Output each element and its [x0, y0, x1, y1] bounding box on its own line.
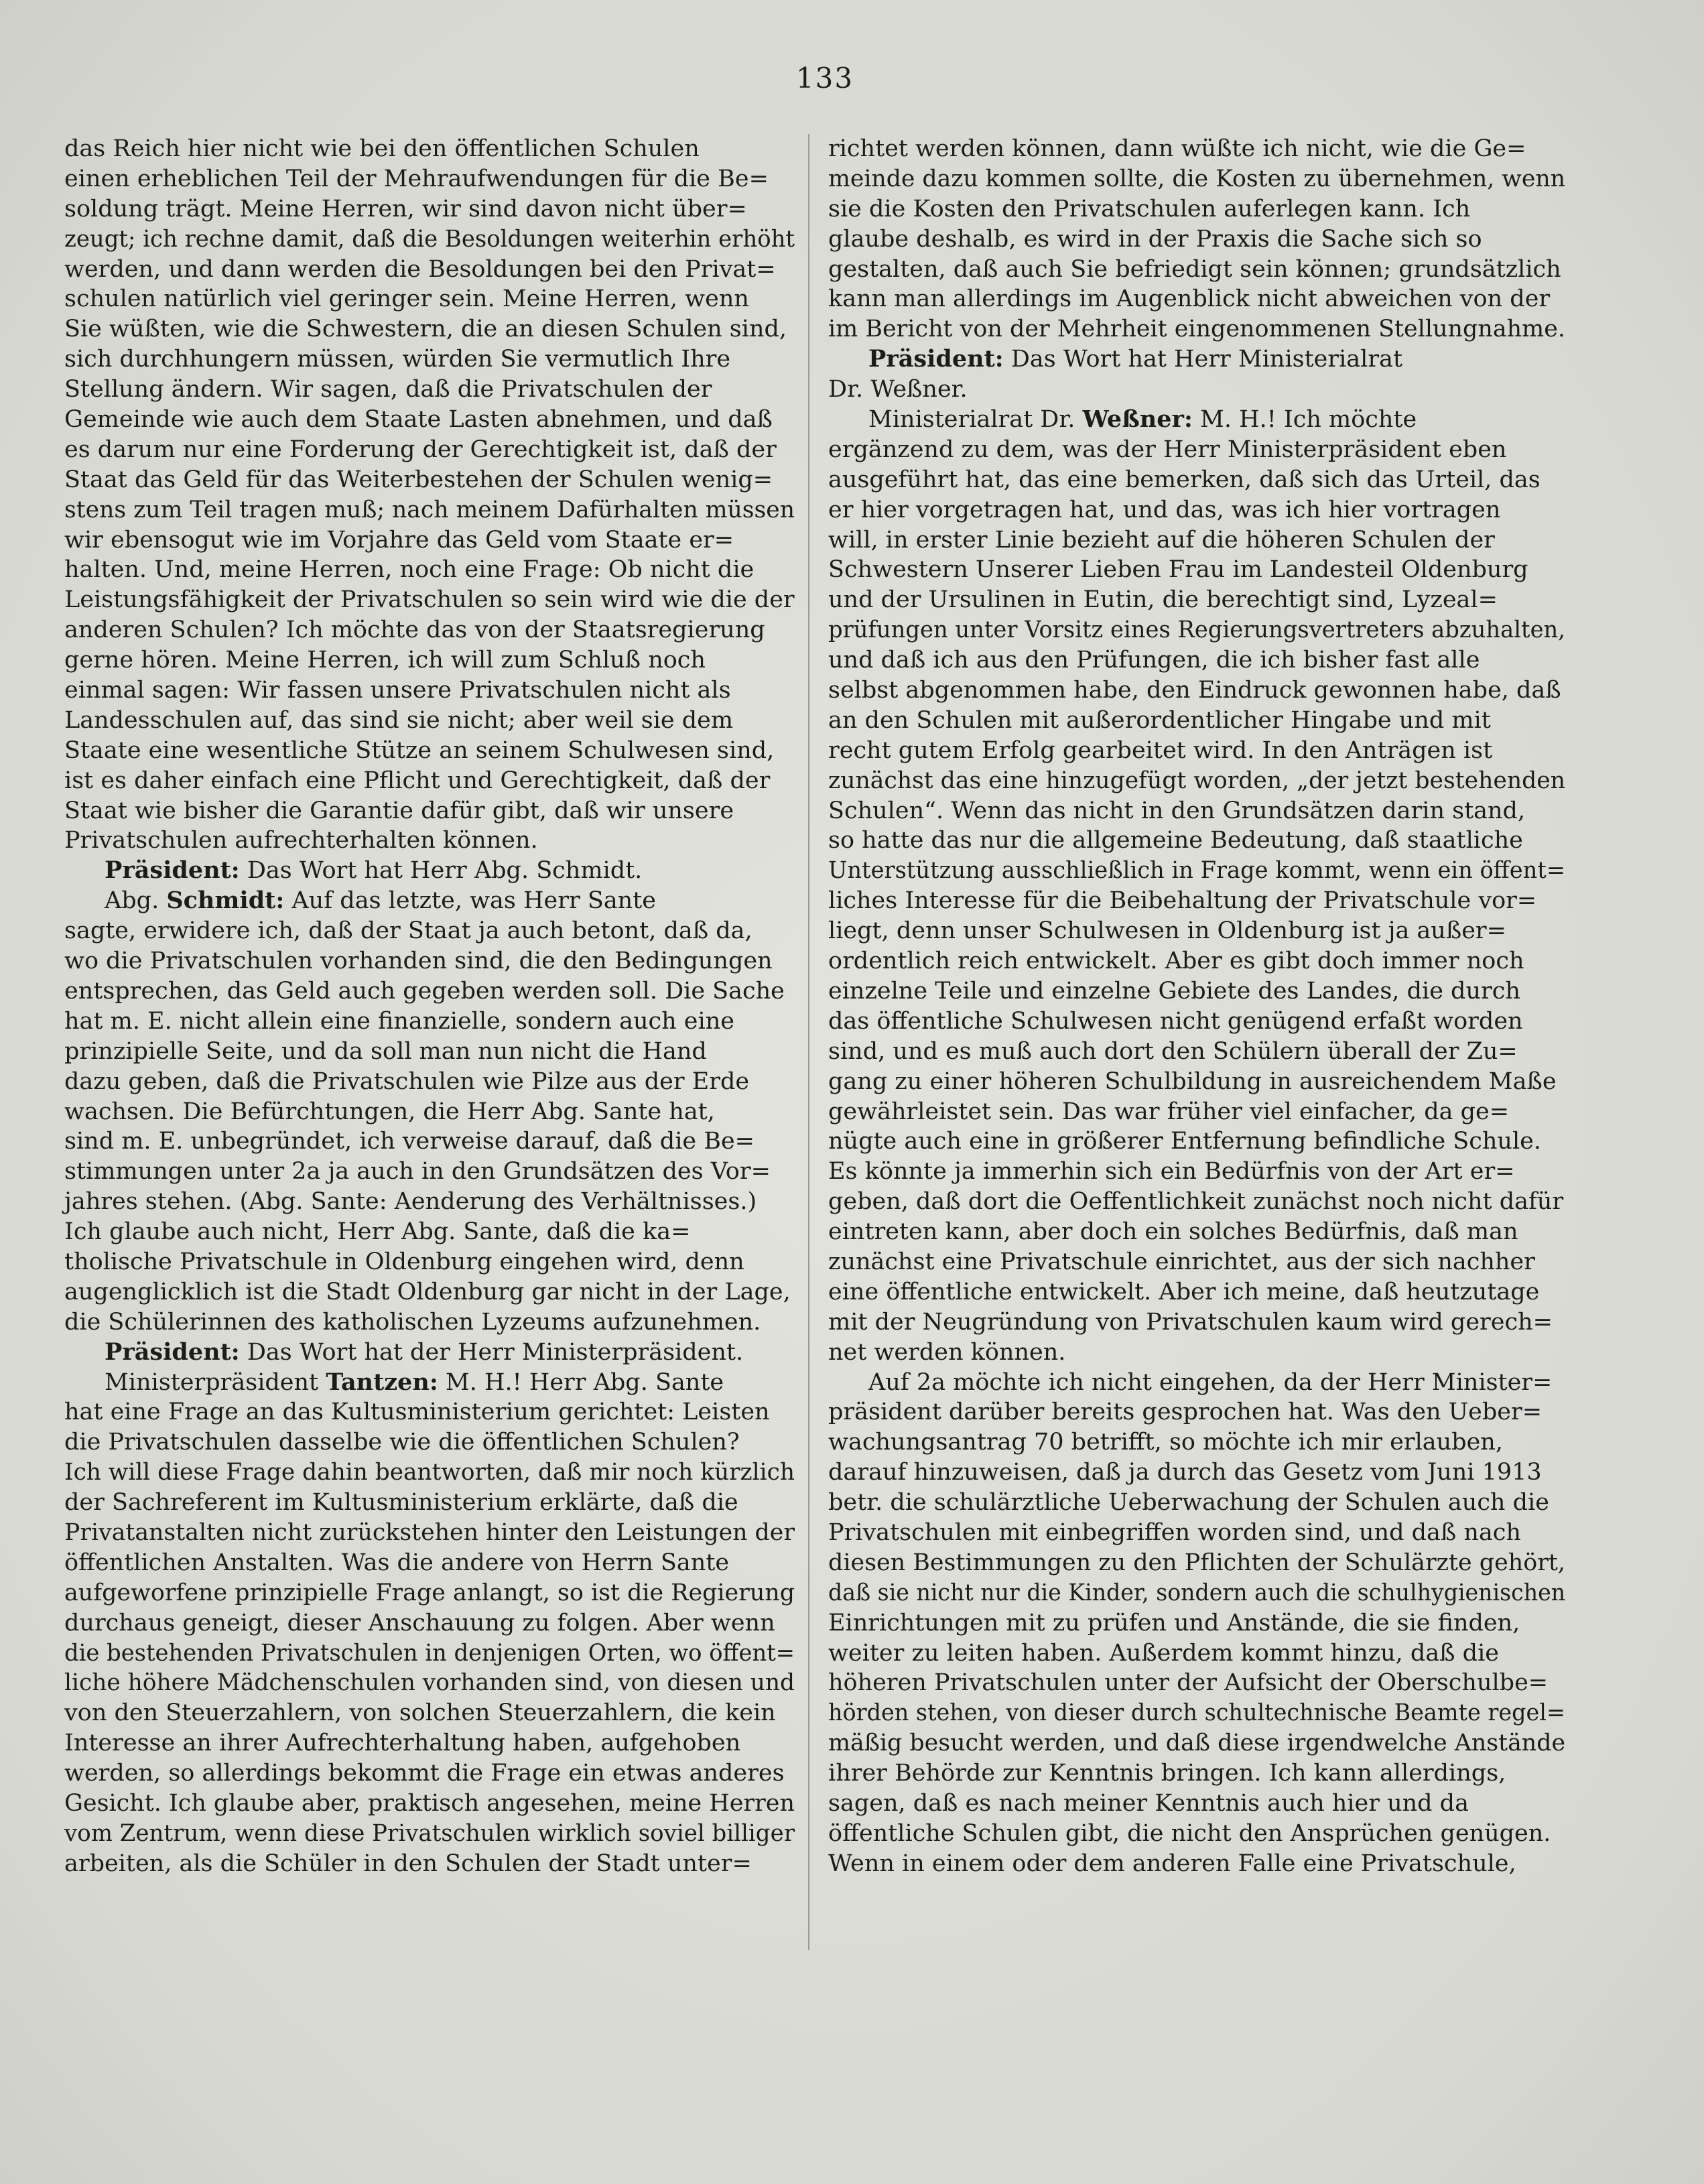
text-line: werden, und dann werden die Besoldungen bei den Privat=	[64, 255, 776, 283]
text-line: Privatschulen aufrechterhalten können.	[64, 827, 538, 854]
text-line: Privatschulen mit einbegriffen worden sind, und daß nach	[828, 1519, 1521, 1546]
text-line: liches Interesse für die Beibehaltung der Privatschule vor=	[828, 887, 1537, 915]
text-line: es darum nur eine Forderung der Gerechtigkeit ist, daß der	[64, 436, 777, 463]
text-line: im Bericht von der Mehrheit eingenommenen Stellungnahme.	[828, 316, 1565, 343]
text-line: Unterstützung ausschließlich in Frage kommt, wenn ein öffent=	[828, 857, 1566, 885]
text-line: ordentlich reich entwickelt. Aber es gibt doch immer noch	[828, 948, 1524, 975]
text-line: werden, so allerdings bekommt die Frage ein etwas anderes	[64, 1760, 785, 1787]
text-line: die Schülerinnen des katholischen Lyzeums aufzunehmen.	[64, 1308, 761, 1336]
text-line: vom Zentrum, wenn diese Privatschulen wirklich soviel billiger	[64, 1819, 795, 1847]
text-line: gewährleistet sein. Das war früher viel einfacher, da ge=	[828, 1098, 1510, 1125]
text-line: Staat das Geld für das Weiterbestehen der Schulen wenig=	[64, 466, 773, 493]
text-line: Landesschulen auf, das sind sie nicht; aber weil sie dem	[64, 706, 734, 734]
text-line: der Sachreferent im Kultusministerium erklärte, daß die	[64, 1489, 738, 1517]
speaker-line-tantzen	[64, 1368, 795, 1398]
text-line: zunächst das eine hinzugefügt worden, „der jetzt bestehenden	[828, 767, 1566, 794]
left-column	[64, 134, 795, 1879]
speaker-prefix: Abg.	[105, 887, 167, 915]
text-line: die bestehenden Privatschulen in denjenigen Orten, wo öffent=	[64, 1639, 795, 1667]
speech-text: Auf das letzte, was Herr Sante	[284, 887, 657, 915]
speech-text: Das Wort hat Herr Ministerialrat	[1003, 346, 1403, 373]
text-line: weiter zu leiten haben. Außerdem kommt hinzu, daß die	[828, 1639, 1499, 1667]
text-line: augenglicklich ist die Stadt Oldenburg gar nicht in der Lage,	[64, 1278, 791, 1305]
text-line: ist es daher einfach eine Pflicht und Gerechtigkeit, daß der	[64, 767, 771, 794]
text-line: sind, und es muß auch dort den Schülern überall der Zu=	[828, 1037, 1518, 1065]
text-line: selbst abgenommen habe, den Eindruck gewonnen habe, daß	[828, 677, 1561, 704]
text-line: zunächst eine Privatschule einrichtet, aus der sich nachher	[828, 1248, 1535, 1275]
page-number: 133	[795, 62, 854, 94]
text-line: liche höhere Mädchenschulen vorhanden sind, von diesen und	[64, 1669, 795, 1697]
text-line: durchaus geneigt, dieser Anschauung zu folgen. Aber wenn	[64, 1609, 775, 1636]
text-line: Leistungsfähigkeit der Privatschulen so sein wird wie die der	[64, 586, 795, 614]
speech-text: M. H.! Herr Abg. Sante	[438, 1368, 724, 1396]
text-line: nügte auch eine in größerer Entfernung befindliche Schule.	[828, 1128, 1541, 1155]
text-line: hörden stehen, von dieser durch schultechnische Beamte regel=	[828, 1699, 1565, 1727]
speaker-name: Schmidt:	[166, 887, 285, 915]
text-line: hat m. E. nicht allein eine finanzielle, sondern auch eine	[64, 1007, 734, 1035]
speaker-name: Tantzen:	[326, 1368, 438, 1396]
text-line: ausgeführt hat, das eine bemerken, daß sich das Urteil, das	[828, 466, 1541, 493]
text-line: darauf hinzuweisen, daß ja durch das Gesetz vom Juni 1913	[828, 1459, 1542, 1486]
speech-text-line: Dr. Weßner.	[828, 376, 968, 403]
text-line: hat eine Frage an das Kultusministerium gerichtet: Leisten	[64, 1399, 770, 1426]
text-line: sie die Kosten den Privatschulen auferlegen kann. Ich	[828, 195, 1471, 222]
speaker-line-schmidt	[64, 886, 795, 916]
text-line: einmal sagen: Wir fassen unsere Privatschulen nicht als	[64, 677, 731, 704]
text-line: und daß ich aus den Prüfungen, die ich bisher fast alle	[828, 647, 1480, 674]
right-column	[828, 134, 1565, 1879]
text-line: sagte, erwidere ich, daß der Staat ja auch betont, daß da,	[64, 917, 752, 945]
text-line: Ich glaube auch nicht, Herr Abg. Sante, daß die ka=	[64, 1218, 691, 1246]
column-divider	[808, 134, 809, 1950]
text-line: so hatte das nur die allgemeine Bedeutung, daß staatliche	[828, 827, 1523, 854]
text-line: das öffentliche Schulwesen nicht genügend erfaßt worden	[828, 1007, 1523, 1035]
left-paragraph-tantzen	[64, 1397, 795, 1878]
text-line: gerne hören. Meine Herren, ich will zum Schluß noch	[64, 647, 706, 674]
text-line: Staate eine wesentliche Stütze an seinem Schulwesen sind,	[64, 736, 775, 764]
text-line: prinzipielle Seite, und da soll man nun nicht die Hand	[64, 1037, 707, 1065]
text-line: wir ebensogut wie im Vorjahre das Geld vom Staate er=	[64, 526, 734, 554]
text-line: er hier vorgetragen hat, und das, was ich hier vortragen	[828, 496, 1501, 523]
speaker-name: Präsident:	[105, 856, 240, 885]
text-line: Schulen“. Wenn das nicht in den Grundsätzen darin stand,	[828, 797, 1526, 824]
text-line: öffentlichen Anstalten. Was die andere von Herrn Sante	[64, 1549, 730, 1576]
text-line: daß sie nicht nur die Kinder, sondern auch die schulhygienischen	[828, 1579, 1566, 1606]
text-line: glaube deshalb, es wird in der Praxis die Sache sich so	[828, 225, 1482, 253]
text-line: ihrer Behörde zur Kenntnis bringen. Ich kann allerdings,	[828, 1760, 1506, 1787]
text-line: und der Ursulinen in Eutin, die berechtigt sind, Lyzeal=	[828, 586, 1498, 614]
speaker-name: Präsident:	[105, 1338, 240, 1366]
text-line: Privatanstalten nicht zurückstehen hinter den Leistungen der	[64, 1519, 795, 1546]
text-line: ergänzend zu dem, was der Herr Ministerpräsident eben	[828, 436, 1507, 463]
text-line: von den Steuerzahlern, von solchen Steuerzahlern, die kein	[64, 1699, 776, 1727]
left-paragraph-schmidt	[64, 916, 795, 1337]
speech-text: M. H.! Ich möchte	[1192, 406, 1417, 434]
text-line: dazu geben, daß die Privatschulen wie Pilze aus der Erde	[64, 1068, 750, 1095]
text-line: Gemeinde wie auch dem Staate Lasten abnehmen, und daß	[64, 406, 773, 434]
right-paragraph-wessner	[828, 435, 1565, 1368]
text-line: stimmungen unter 2a ja auch in den Grundsätzen des Vor=	[64, 1158, 771, 1185]
text-line: einen erheblichen Teil der Mehraufwendungen für die Be=	[64, 165, 769, 192]
speaker-prefix: Ministerpräsident	[105, 1368, 326, 1396]
text-line: Staat wie bisher die Garantie dafür gibt, daß wir unsere	[64, 797, 734, 824]
text-line: schulen natürlich viel geringer sein. Meine Herren, wenn	[64, 285, 749, 313]
text-line: Stellung ändern. Wir sagen, daß die Privatschulen der	[64, 376, 712, 403]
text-line: sagen, daß es nach meiner Kenntnis auch hier und da	[828, 1789, 1469, 1817]
text-line: präsident darüber bereits gesprochen hat. Was den Ueber=	[828, 1399, 1543, 1426]
text-line: gang zu einer höheren Schulbildung in ausreichendem Maße	[828, 1068, 1557, 1095]
text-line: mäßig besucht werden, und daß diese irgendwelche Anstände	[828, 1730, 1566, 1757]
text-line: entsprechen, das Geld auch gegeben werden soll. Die Sache	[64, 977, 785, 1005]
left-paragraph-continuation	[64, 134, 795, 856]
text-line: Einrichtungen mit zu prüfen und Anstände, die sie finden,	[828, 1609, 1520, 1636]
text-line: zeugt; ich rechne damit, daß die Besoldungen weiterhin erhöht	[64, 225, 795, 253]
text-line: geben, daß dort die Oeffentlichkeit zunächst noch nicht dafür	[828, 1188, 1564, 1216]
text-line: halten. Und, meine Herren, noch eine Frage: Ob nicht die	[64, 556, 755, 584]
text-line: eine öffentliche entwickelt. Aber ich meine, daß heutzutage	[828, 1278, 1540, 1305]
text-line: Gesicht. Ich glaube aber, praktisch angesehen, meine Herren	[64, 1789, 795, 1817]
text-line: will, in erster Linie bezieht auf die höheren Schulen der	[828, 526, 1495, 554]
text-line: Es könnte ja immerhin sich ein Bedürfnis von der Art er=	[828, 1158, 1515, 1185]
text-line: jahres stehen. (Abg. Sante: Aenderung des Verhältnisses.)	[64, 1188, 757, 1216]
text-line: mit der Neugründung von Privatschulen kaum wird gerech=	[828, 1308, 1553, 1336]
text-line: die Privatschulen dasselbe wie die öffentlichen Schulen?	[64, 1429, 740, 1456]
text-line: Ich will diese Frage dahin beantworten, daß mir noch kürzlich	[64, 1459, 795, 1486]
text-line: meinde dazu kommen sollte, die Kosten zu übernehmen, wenn	[828, 165, 1566, 192]
right-paragraph-second	[828, 1368, 1565, 1879]
text-line: net werden können.	[828, 1338, 1066, 1366]
text-line: arbeiten, als die Schüler in den Schulen der Stadt unter=	[64, 1850, 752, 1877]
text-line: eintreten kann, aber doch ein solches Bedürfnis, daß man	[828, 1218, 1518, 1246]
text-line: kann man allerdings im Augenblick nicht abweichen von der	[828, 285, 1551, 313]
text-line: liegt, denn unser Schulwesen in Oldenburg ist ja außer=	[828, 917, 1506, 945]
text-line: diesen Bestimmungen zu den Pflichten der Schulärzte gehört,	[828, 1549, 1566, 1576]
speaker-line-wessner	[828, 405, 1565, 435]
text-line: wachungsantrag 70 betrifft, so möchte ich mir erlauben,	[828, 1429, 1503, 1456]
text-line: wo die Privatschulen vorhanden sind, die den Bedingungen	[64, 948, 773, 975]
text-line: höheren Privatschulen unter der Aufsicht der Oberschulbe=	[828, 1669, 1549, 1697]
text-line: stens zum Teil tragen muß; nach meinem Dafürhalten müssen	[64, 496, 795, 523]
text-line: das Reich hier nicht wie bei den öffentlichen Schulen	[64, 135, 700, 162]
text-line: aufgeworfene prinzipielle Frage anlangt, so ist die Regierung	[64, 1579, 795, 1606]
speaker-line-praesident-3	[828, 344, 1565, 375]
text-line: öffentliche Schulen gibt, die nicht den Ansprüchen genügen.	[828, 1819, 1551, 1847]
text-line: wachsen. Die Befürchtungen, die Herr Abg. Sante hat,	[64, 1098, 715, 1125]
speaker-line-praesident-1	[64, 856, 795, 886]
text-line: Schwestern Unserer Lieben Frau im Landesteil Oldenburg	[828, 556, 1528, 584]
text-line: gestalten, daß auch Sie befriedigt sein können; grundsätzlich	[828, 255, 1561, 283]
text-line: einzelne Teile und einzelne Gebiete des Landes, die durch	[828, 977, 1520, 1005]
text-line: Auf 2a möchte ich nicht eingehen, da der Herr Minister=	[868, 1368, 1553, 1396]
text-line: tholische Privatschule in Oldenburg eingehen wird, denn	[64, 1248, 744, 1275]
text-line: prüfungen unter Vorsitz eines Regierungsvertreters abzuhalten,	[828, 617, 1565, 644]
text-line: Interesse an ihrer Aufrechterhaltung haben, aufgehoben	[64, 1730, 741, 1757]
text-line: Wenn in einem oder dem anderen Falle eine Privatschule,	[828, 1850, 1516, 1877]
text-line: sich durchhungern müssen, würden Sie vermutlich Ihre	[64, 346, 731, 373]
text-line: Sie wüßten, wie die Schwestern, die an diesen Schulen sind,	[64, 316, 787, 343]
speech-text: Das Wort hat der Herr Ministerpräsident.	[239, 1338, 744, 1366]
speaker-line-praesident-2	[64, 1338, 795, 1368]
text-line: an den Schulen mit außerordentlicher Hingabe und mit	[828, 706, 1491, 734]
text-line: anderen Schulen? Ich möchte das von der Staatsregierung	[64, 617, 765, 644]
text-line: recht gutem Erfolg gearbeitet wird. In den Anträgen ist	[828, 736, 1493, 764]
text-line: richtet werden können, dann wüßte ich nicht, wie die Ge=	[828, 135, 1526, 162]
text-line: betr. die schulärztliche Ueberwachung der Schulen auch die	[828, 1489, 1549, 1517]
speech-text: Das Wort hat Herr Abg. Schmidt.	[239, 857, 643, 885]
text-line: soldung trägt. Meine Herren, wir sind davon nicht über=	[64, 195, 747, 222]
text-line: sind m. E. unbegründet, ich verweise darauf, daß die Be=	[64, 1128, 755, 1155]
speaker-name: Weßner:	[1082, 405, 1193, 434]
speaker-prefix: Ministerialrat Dr.	[868, 406, 1083, 434]
speaker-name: Präsident:	[868, 345, 1004, 373]
right-paragraph-continuation	[828, 134, 1565, 344]
